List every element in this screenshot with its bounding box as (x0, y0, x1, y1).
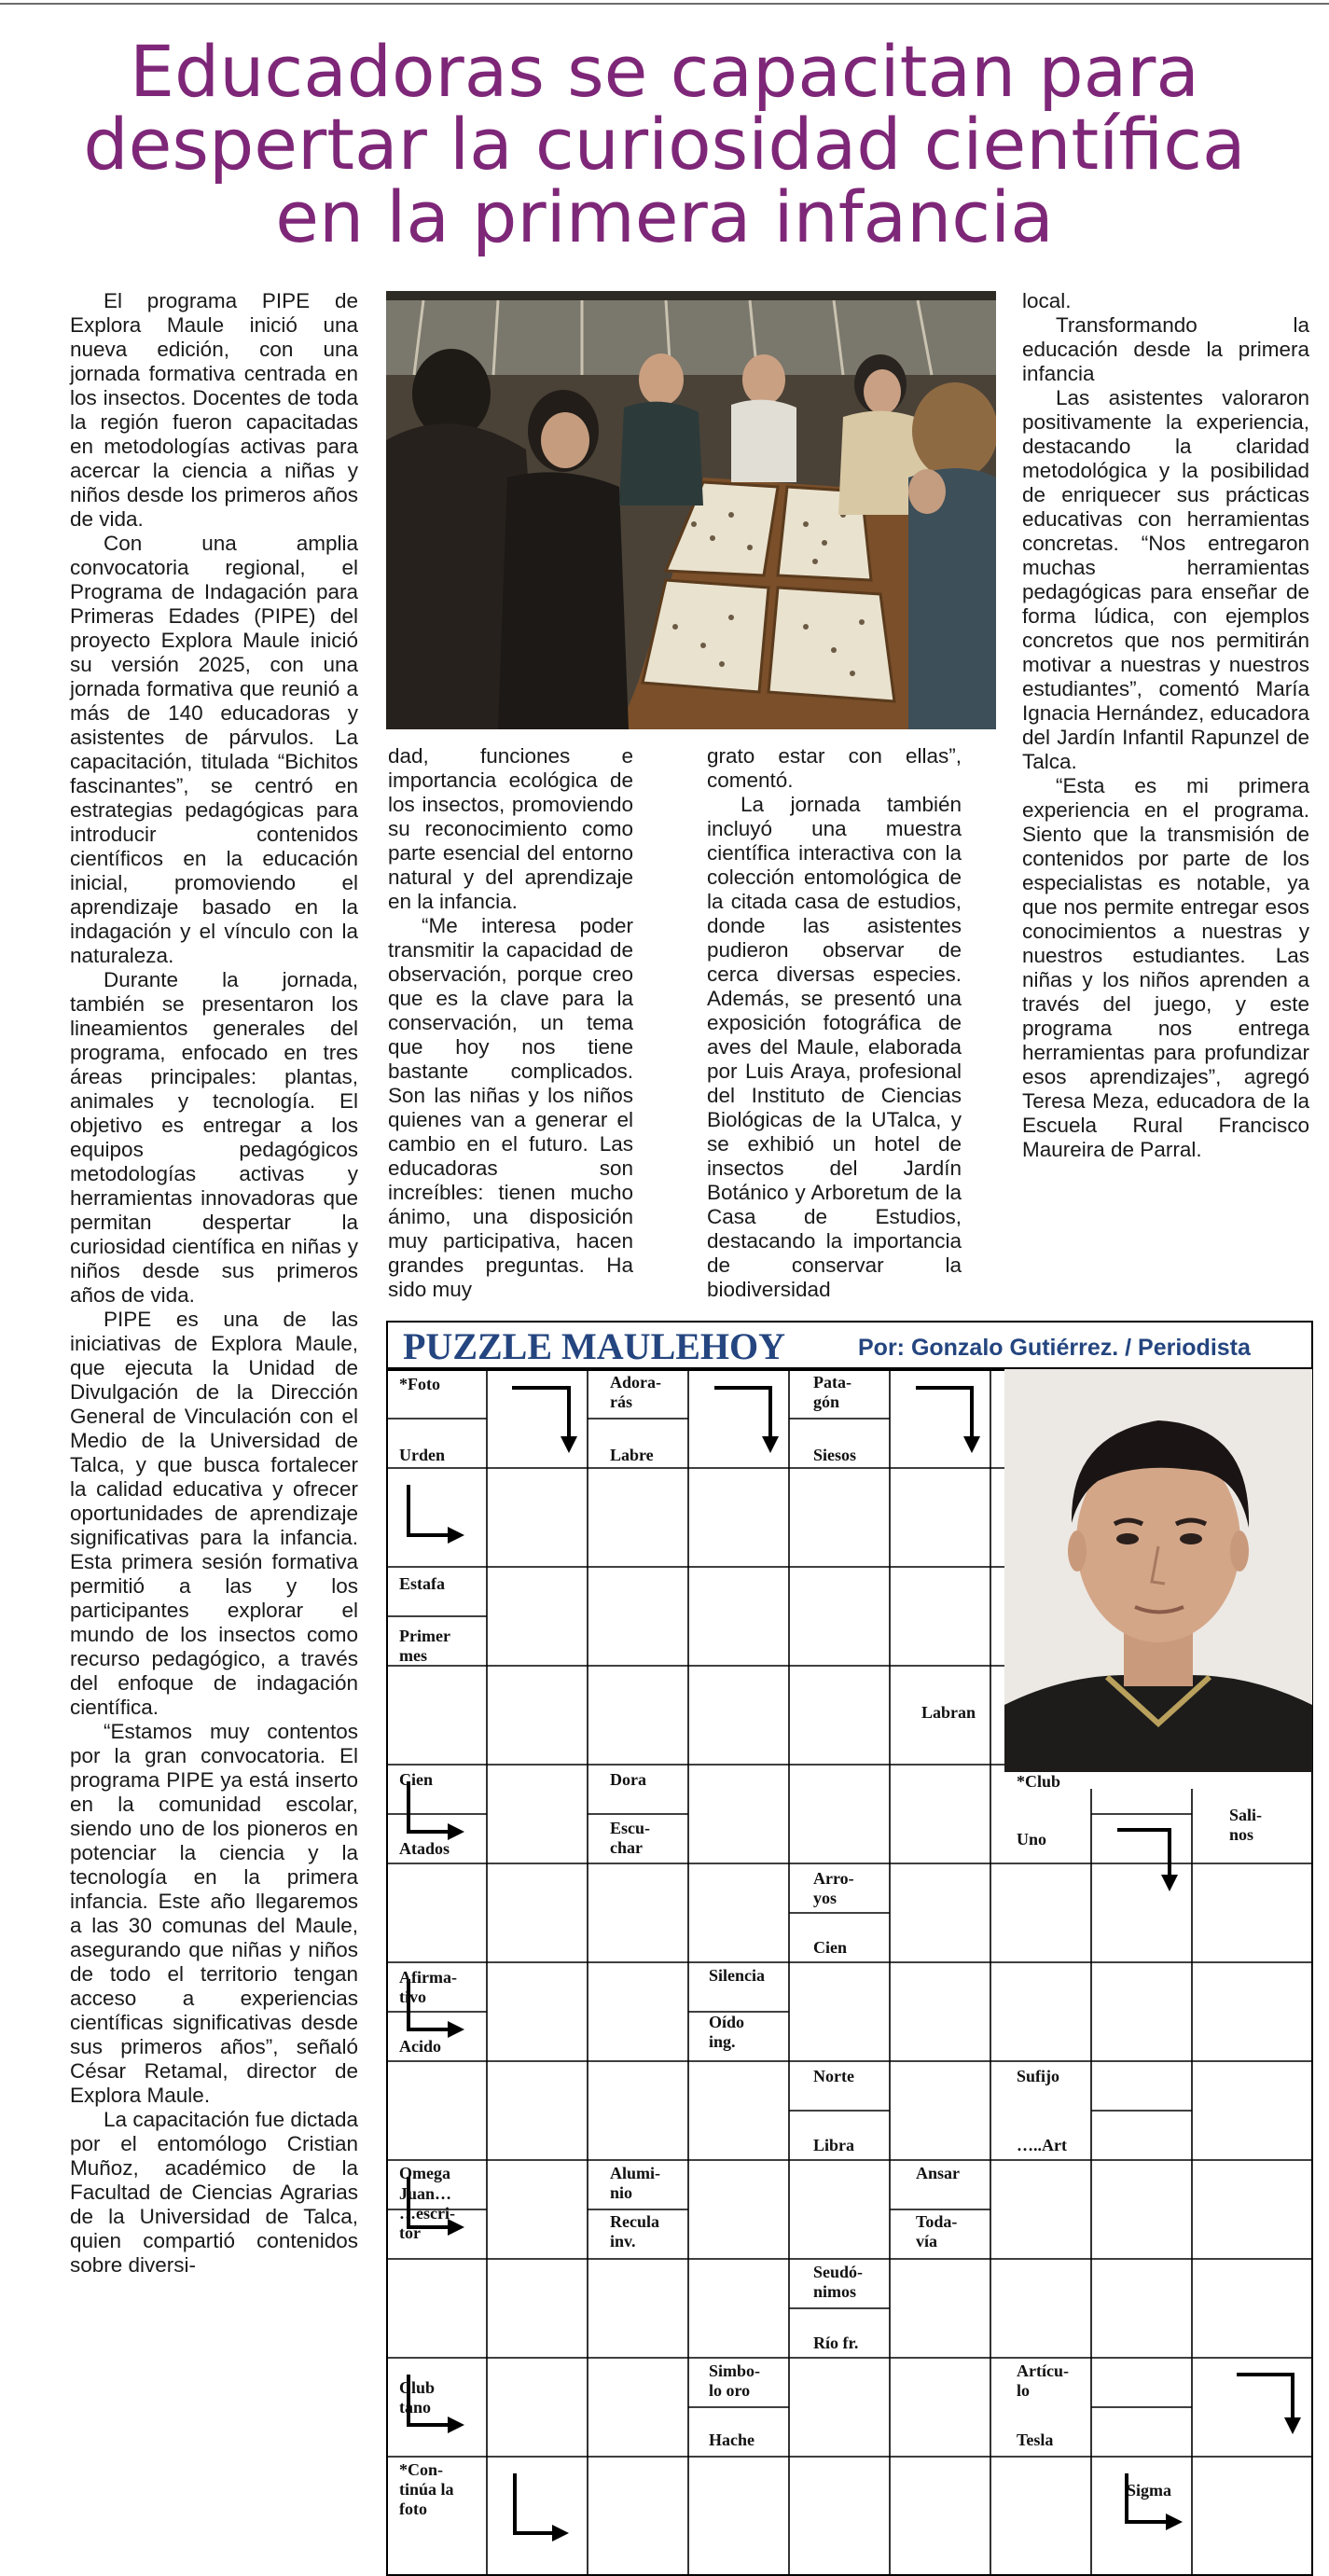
clue-adoraras: Adora- rás (610, 1373, 661, 1411)
clue-club: *Club (1017, 1772, 1061, 1791)
clue-urden: Urden (399, 1446, 445, 1464)
portrait-illustration (1004, 1369, 1312, 1772)
clue-juan-escritor: Juan… …escri- tor (399, 2184, 455, 2242)
clue-acido: Acido (399, 2037, 441, 2056)
article-photo (386, 291, 996, 729)
clue-arroyos: Arro- yos (813, 1869, 854, 1907)
paragraph: La jornada también incluyó una muestra científica interactiva con la colección entomológica de la citada casa de estudios, donde las asistentes pudieron observar de cerca diversas especies. Además, se presentó una exposición fotográfica de aves del Maule, elaborada por Luis Araya, profesional del Instituto de Ciencias Biológicas de la UTalca, y se exhibió un hotel de insectos del Jardín Botánico y Arboretum de la Casa de Estudios, destacando la importancia de conservar la biodiversidad (707, 793, 962, 1301)
clue-omega: Omega (399, 2164, 450, 2182)
clue-estafa: Estafa (399, 1574, 445, 1593)
puzzle-credit: Por: Gonzalo Gutiérrez. / Periodista (858, 1335, 1251, 1361)
article-column-2 (388, 744, 633, 1302)
puzzle-portrait-photo (1004, 1369, 1312, 1772)
article-column-3 (707, 744, 962, 1302)
paragraph: “Me interesa poder transmitir la capacidad de observación, porque creo que es la clave para la conservación, un tema que hoy nos tiene bastante complicados. Son las niñas y los niños quienes van a generar el cambio en el futuro. Las educadoras son increíbles: tienen mucho ánimo, una disposición muy participativa, hacen grandes preguntas. Ha sido muy (388, 914, 633, 1301)
clue-simbolo-oro: Simbo- lo oro (709, 2361, 761, 2400)
clue-oido-ing: Oído ing. (709, 2013, 745, 2051)
clue-dora: Dora (610, 1770, 646, 1789)
clue-escuchar: Escu- char (610, 1819, 651, 1857)
clue-silencia: Silencia (709, 1966, 766, 1985)
paragraph: La capacitación fue dictada por el entomólogo Cristian Muñoz, académico de la Facultad de Ciencias Agrarias de la Universidad de Talca, quien compartió contenidos sobre diversi- (70, 2108, 358, 2277)
paragraph: local. (1022, 289, 1072, 312)
paragraph: El programa PIPE de Explora Maule inició una nueva edición, con una jornada formativa centrada en los insectos. Docentes de toda la región fueron capacitadas en metodologías activas para acercar la ciencia a niñas y niños desde los primeros años de vida. (70, 289, 358, 531)
clue-club-tano: Club tano (399, 2378, 436, 2417)
paragraph: grato estar con ellas”, comentó. (707, 744, 962, 792)
clue-labran: Labran (921, 1703, 976, 1722)
paragraph: dad, funciones e importancia ecológica de los insectos, promoviendo su reconocimiento como parte esencial del entorno natural y del aprendizaje en la infancia. (388, 744, 633, 913)
clue-hache: Hache (709, 2431, 754, 2449)
clue-atados: Atados (399, 1839, 450, 1858)
clue-primer-mes: Primer mes (399, 1627, 450, 1665)
clue-continua-foto: *Con- tinúa la foto (399, 2460, 454, 2518)
puzzle-title: PUZZLE MAULEHOY (403, 1325, 786, 1367)
puzzle-header (386, 1321, 1313, 1369)
clue-recula-inv: Recula inv. (610, 2212, 659, 2251)
clue-tesla: Tesla (1017, 2431, 1054, 2449)
clue-foto: *Foto (399, 1375, 440, 1393)
paragraph: Con una amplia convocatoria regional, el Programa de Indagación para Primeras Edades (PIPE) del proyecto Explora Maule inició su versión 2025, con una jornada formativa que reunió a más de 140 educadoras y asistentes de párvulos. La capacitación, titulada “Bichitos fascinantes”, se centró en estrategias pedagógicas para introducir contenidos científicos en la educación inicial, promoviendo el aprendizaje basado en la indagación y el vínculo con la naturaleza. (70, 532, 358, 967)
clue-sigma: Sigma (1127, 2481, 1172, 2500)
article-column-4 (1022, 289, 1309, 1162)
article-column-1 (70, 289, 358, 2278)
clue-labre: Labre (610, 1446, 654, 1464)
clue-patagon: Pata- gón (813, 1373, 851, 1411)
paragraph: Durante la jornada, también se presentaron los lineamientos generales del programa, enfocado en tres áreas principales: plantas, animales y tecnología. El objetivo es entregar a los equipos pedagógicos metodologías activas y herramientas innovadoras que permitan despertar la curiosidad científica en niñas y niños desde sus primeros años de vida. (70, 968, 358, 1307)
clue-salinos: Sali- nos (1229, 1806, 1263, 1844)
clue-siesos: Siesos (813, 1446, 857, 1464)
paragraph: Las asistentes valoraron positivamente la experiencia, destacando la claridad metodológica y la posibilidad de enriquecer sus prácticas educativas con herramientas concretas. “Nos entregaron muchas herramientas pedagógicas para enseñar de forma lúdica, con ejemplos concretos que nos permitirán motivar a nuestras y nuestros estudiantes”, comentó María Ignacia Hernández, educadora del Jardín Infantil Rapunzel de Talca. (1022, 386, 1309, 773)
clue-cien: Cien (399, 1770, 433, 1789)
paragraph: PIPE es una de las iniciativas de Explora Maule, que ejecuta la Unidad de Divulgación de la Dirección General de Vinculación con el Medio de la Universidad de Talca, y que busca fortalecer la calidad educativa y ofrecer oportunidades de aprendizaje significativas para la infancia. Esta primera sesión formativa permitió a las y los participantes explorar el mundo de los insectos como recurso pedagógico, a través del enfoque de indagación científica. (70, 1308, 358, 1719)
paragraph: Transformando la educación desde la primera infancia (1022, 313, 1309, 385)
clue-norte: Norte (813, 2067, 854, 2085)
clue-todavia: Toda- vía (916, 2212, 958, 2251)
clue-afirmativo: Afirma- tivo (399, 1968, 457, 2006)
clue-rio-fr: Río fr. (813, 2334, 859, 2352)
paragraph: “Estamos muy contentos por la gran convocatoria. El programa PIPE ya está inserto en la comunidad escolar, siendo uno de los pioneros en potenciar la ciencia y la tecnología en la primera infancia. Este año llegaremos a las 30 comunas del Maule, asegurando que niñas y niños de todo el territorio tengan acceso a experiencias científicas significativas desde sus primeros años”, señaló César Retamal, director de Explora Maule. (70, 1720, 358, 2107)
clue-aluminio: Alumi- nio (610, 2164, 660, 2202)
top-rule (0, 3, 1329, 5)
clue-sufijo: Sufijo (1017, 2067, 1060, 2085)
clue-ansar: Ansar (916, 2164, 961, 2182)
clue-art: …..Art (1017, 2136, 1067, 2154)
paragraph: “Esta es mi primera experiencia en el programa. Siento que la transmisión de contenidos por parte de los especialistas es notable, ya que nos permite entregar esos conocimientos a nuestras y nuestros estudiantes. Las niñas y los niños aprenden a través del juego, y este programa nos entrega herramientas para profundizar esos aprendizajes”, agregó Teresa Meza, educadora de la Escuela Rural Francisco Maureira de Parral. (1022, 774, 1309, 1161)
clue-libra: Libra (813, 2136, 855, 2154)
clue-cien: Cien (813, 1938, 847, 1957)
headline: Educadoras se capacitan para despertar la curiosidad científica en la primera infancia (83, 30, 1246, 258)
clue-seudonimos: Seudó- nimos (813, 2263, 864, 2301)
photo-illustration (386, 291, 996, 729)
clue-articulo: Artícu- lo (1017, 2361, 1069, 2400)
clue-uno: Uno (1017, 1830, 1047, 1849)
